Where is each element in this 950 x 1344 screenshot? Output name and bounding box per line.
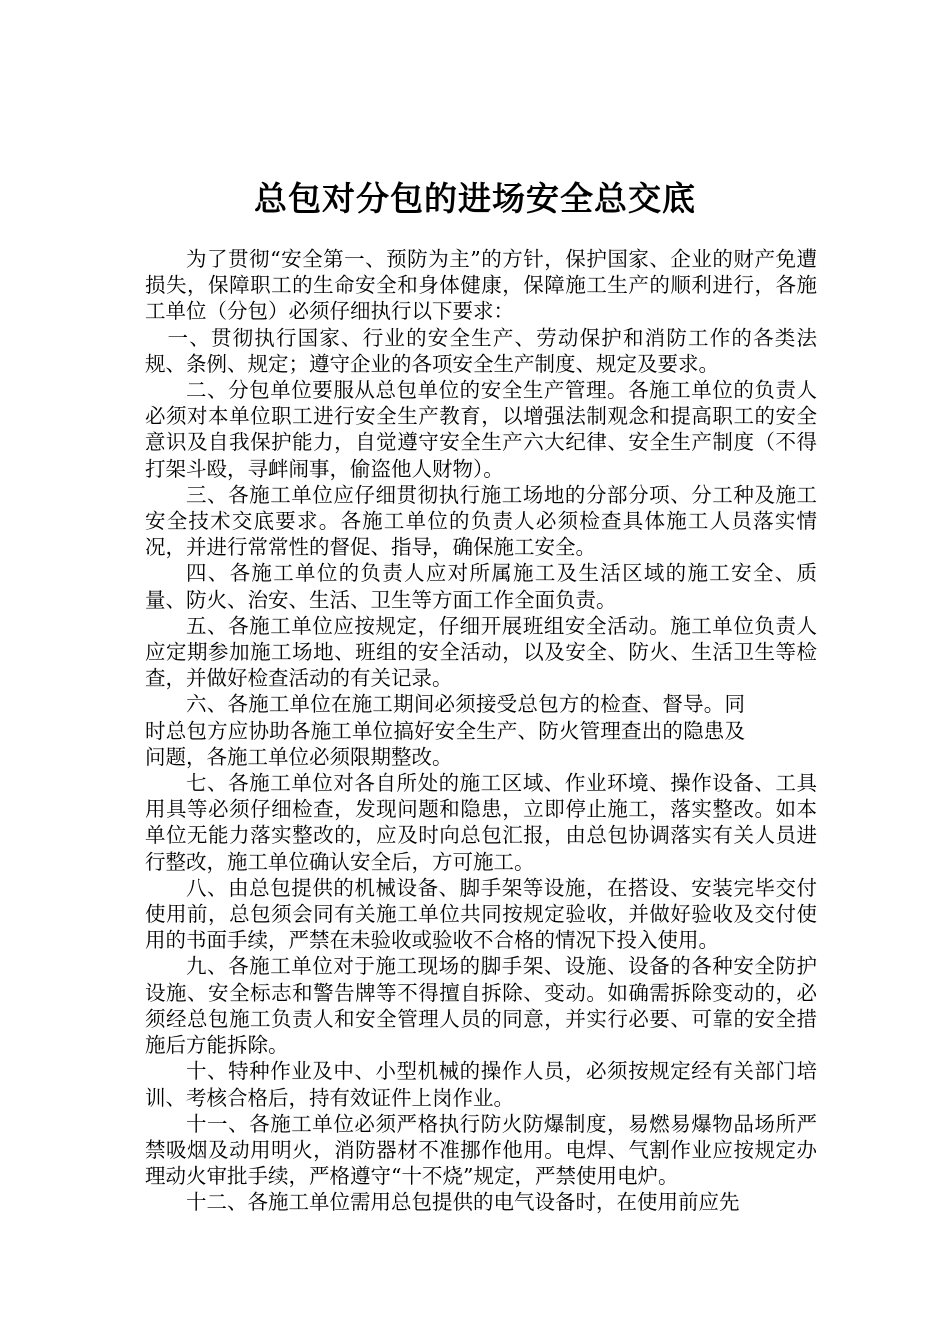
paragraph-intro: 为了贯彻“安全第一、预防为主”的方针，保护国家、企业的财产免遭损失，保障职工的生命安全和身体健康，保障施工生产的顺利进行，各施工单位（分包）必须仔细执行以下要求： (145, 247, 817, 324)
paragraph-item-3: 三、各施工单位应仔细贯彻执行施工场地的分部分项、分工种及施工安全技术交底要求。各施工单位的负责人必须检查具体施工人员落实情况，并进行常常性的督促、指导，确保施工安全。 (145, 482, 817, 560)
document-title: 总包对分包的进场安全总交底 (254, 179, 696, 218)
paragraph-item-9: 九、各施工单位对于施工现场的脚手架、设施、设备的各种安全防护设施、安全标志和警告牌等不得擅自拆除、变动。如确需拆除变动的，必须经总包施工负责人和安全管理人员的同意，并实行必要、可靠的安全措施后方能拆除。 (145, 954, 817, 1058)
paragraph-item-2: 二、分包单位要服从总包单位的安全生产管理。各施工单位的负责人必须对本单位职工进行安全生产教育，以增强法制观念和提高职工的安全意识及自我保护能力，自觉遵守安全生产六大纪律、安全生产制度（不得打架斗殴，寻衅闹事，偷盗他人财物）。 (145, 378, 817, 481)
paragraph-item-8: 八、由总包提供的机械设备、脚手架等设施，在搭设、安装完毕交付使用前，总包须会同有关施工单位共同按规定验收，并做好验收及交付使用的书面手续，严禁在未验收或验收不合格的情况下投入使用。 (145, 875, 817, 953)
paragraph-item-5: 五、各施工单位应按规定，仔细开展班组安全活动。施工单位负责人应定期参加施工场地、班组的安全活动，以及安全、防火、生活卫生等检查，并做好检查活动的有关记录。 (145, 613, 817, 691)
paragraph-item-11: 十一、各施工单位必须严格执行防火防爆制度，易燃易爆物品场所严禁吸烟及动用明火，消防器材不准挪作他用。电焊、气割作业应按规定办理动火审批手续，严格遵守“十不烧”规定，严禁使用电炉。 (145, 1111, 817, 1189)
paragraph-item-10: 十、特种作业及中、小型机械的操作人员，必须按规定经有关部门培训、考核合格后，持有效证件上岗作业。 (145, 1059, 817, 1110)
document-body (145, 246, 817, 1216)
paragraph-item-12: 十二、各施工单位需用总包提供的电气设备时，在使用前应先 (186, 1190, 740, 1215)
paragraph-item-1: 一、贯彻执行国家、行业的安全生产、劳动保护和消防工作的各类法规、条例、规定；遵守企业的各项安全生产制度、规定及要求。 (145, 325, 817, 376)
paragraph-item-7: 七、各施工单位对各自所处的施工区域、作业环境、操作设备、工具用具等必须仔细检查，发现问题和隐患，立即停止施工，落实整改。如本单位无能力落实整改的，应及时向总包汇报，由总包协调落实有关人员进行整改，施工单位确认安全后，方可施工。 (145, 771, 817, 874)
paragraph-item-4: 四、各施工单位的负责人应对所属施工及生活区域的施工安全、质量、防火、治安、生活、卫生等方面工作全面负责。 (145, 561, 817, 612)
paragraph-item-6: 六、各施工单位在施工期间必须接受总包方的检查、督导。同时总包方应协助各施工单位搞好安全生产、防火管理查出的隐患及问题，各施工单位必须限期整改。 (145, 692, 745, 769)
